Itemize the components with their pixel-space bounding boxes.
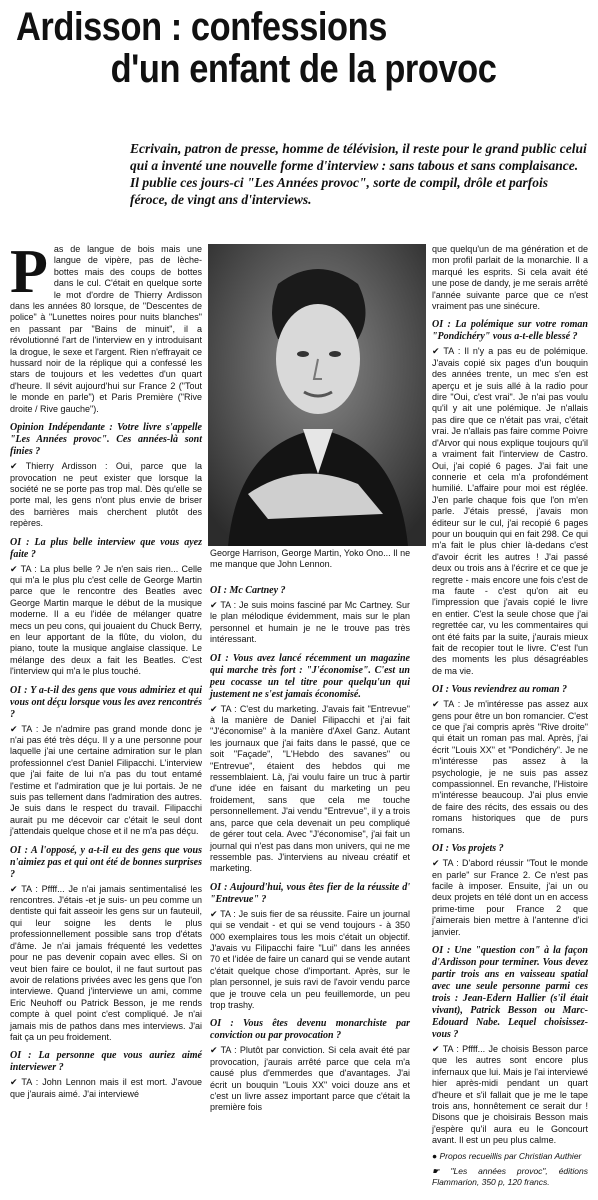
intro-text: as de langue de bois mais une langue de vipère, pas de lèche-bottes mais des coups de bottes dans le cul. C'était en quelque sorte le mot d'ordre de Thierry Ardisson dans les années 80 lorsque, de "Descentes de police" à "Lunettes noires pour nuits blanches" en passant par "Bains de minuit", il a révolutionné l'art de l'interview en y introduisant la drogue, le sexe et l'argent. Rien n'effrayait ce hussard noir de la réplique qui a confessé les stars de toujours et les vedettes d'un quart d'heure. Il sévit aujourd'hui sur France 2 ("Tout le monde en parle") et Paris Première ("Rive droite / Rive gauche"). bbox=[10, 244, 202, 414]
intro-paragraph bbox=[10, 238, 202, 415]
photo-caption: George Harrison, George Martin, Yoko Ono... Il ne me manque que John Lennon. bbox=[210, 548, 411, 569]
answer: ✔ TA : Je n'admire pas grand monde donc je n'ai pas été très déçu. Il y a une personne pour laquelle j'ai une certaine admiration sur le plan professionnel c'est Daniel Filipacchi. L'interview que j'ai faite de lui n'a pas du tout entamé l'estime et l'admiration que je lui portais. Je ne suis pas tellement dans l'admiration des autres. Je suis dans le respect du travail. Filipacchi aurait pu me décevoir car c'était le seul dont j'attendais quelque chose et il ne m'a pas déçu. bbox=[10, 723, 202, 837]
column-3 bbox=[432, 244, 588, 1193]
answer: ✔ TA : Je suis moins fasciné par Mc Cartney. Sur le plan mélodique évidemment, mais sur le plan personnel et humain je ne le trouve pas très intéressant. bbox=[210, 600, 410, 645]
question: OI : Aujourd'hui, vous êtes fier de la réussite d' "Entrevue" ? bbox=[210, 881, 410, 905]
question: OI : La plus belle interview que vous ayez faite ? bbox=[10, 536, 202, 560]
question: OI : La polémique sur votre roman "Pondichéry" vous a-t-elle blessé ? bbox=[432, 319, 588, 343]
question: OI : Vous avez lancé récemment un magazine qui marche très fort : "J'économise". C'est un peu cocasse un tel titre pour quelqu'un qui justement ne s'est jamais économisé. bbox=[210, 652, 410, 700]
answer: ✔ TA : Pffff... Je n'ai jamais sentimentalisé les rencontres. J'étais -et je suis- un peu comme un dentiste qui fait asseoir les gens sur un fauteuil, qui leur soigne les dents le plus professionnellement possible sans trop d'états d'âme. Je n'ai jamais fréquenté les vedettes pour ne pas devenir copain avec elles. Si on veut bien faire ce boulot, il ne faut surtout pas avoir de relations privées avec les gens que l'on interviewe. Quand j'interviewe un ami, comme Eric Neuhoff ou Patrick Besson, je me rends compte à quel point c'est compliqué. Je n'ai jamais mis de pathos dans mes interviews. J'ai fait ça un peu froidement. bbox=[10, 883, 202, 1042]
answer: ✔ TA : Je suis fier de sa réussite. Faire un journal qui se vendait - et qui se vend toujours - à 350 000 exemplaires tous les mois c'était un objectif. J'avais vu Filipacchi faire "Lui" dans les années 70 et l'idée de faire un canard qui se vende autant c'était quelque chose d'important. Après, sur le plan personnel, je suis ravi de l'avoir vendu parce que je trouve cela un peu feuillemorde, un peu trop trashy. bbox=[210, 908, 410, 1010]
question: Opinion Indépendante : Votre livre s'appelle "Les Années provoc". Ces années-là sont finies ? bbox=[10, 422, 202, 458]
question: OI : Vos projets ? bbox=[432, 843, 504, 855]
dropcap: P bbox=[10, 238, 48, 306]
answer: ✔ TA : C'est du marketing. J'avais fait "Entrevue" à la manière de Daniel Filipacchi et j'ai fait "J'économise" à la manière d'Axel Ganz. Autant les journaux que j'ai faits dans le passé, que ce soit "Façade", "L'Hebdo des savanes" ou "Entrevue", étaient des hebdos qui me ressemblaient. Là, j'ai voulu faire un truc à partir d'une idée en faisant du marketing un peu froidement, sans que cela me touche personnellement. J'ai vendu "Entrevue", il y a trois ans, parce que cela devenait un peu compliqué de gérer tout cela. Avec "J'économise", j'ai fait un journal qui n'est pas dans mon univers, qui ne me ressemble pas. J'interviens au niveau créatif et marketing. bbox=[210, 703, 410, 874]
question: OI : Vous reviendrez au roman ? bbox=[432, 684, 568, 696]
answer: ✔ TA : Plutôt par conviction. Si cela avait été par provocation, j'aurais arrêté parce que cela m'a causé plus d'emmerdes que d'avantages. J'ai écrit un bouquin "Louis XX" voici douze ans et c'est un livre assez important parce que c'était la première fois bbox=[210, 1045, 410, 1113]
question: OI : Vous êtes devenu monarchiste par conviction ou par provocation ? bbox=[210, 1018, 410, 1042]
answer: ✔ Thierry Ardisson : Oui, parce que la provocation ne peut exister que lorsque la société ne se porte pas trop mal. Dès qu'elle se porte mal, les gens n'ont plus envie de briser des barrières mais cherchent plutôt des repères. bbox=[10, 461, 202, 529]
portrait-photo bbox=[208, 244, 426, 546]
column-1 bbox=[10, 238, 202, 1104]
portrait-image bbox=[208, 244, 426, 546]
question: OI : Mc Cartney ? bbox=[210, 585, 286, 596]
article-headline bbox=[16, 6, 506, 90]
answer: ✔ TA : Je m'intéresse pas assez aux gens pour être un bon romancier. C'est ce que j'ai compris après "Rive droite" qui était un roman pas mal. Après, j'ai écrit "Louis XX" et "Pondichéry". Je ne m'intéresse pas assez à la psychologie, je ne suis pas assez compassionnel. En revanche, l'Histoire m'intéresse beaucoup. J'ai plus envie de faire des récits, des essais ou des romans historiques que de purs romans. bbox=[432, 699, 588, 835]
answer: ✔ TA : D'abord réussir "Tout le monde en parle" sur France 2. Ce n'est pas facile à imposer. Ensuite, j'ai un ou deux projets en télé dont un en access prime-time pour France 2 que j'aimerais bien mettre à l'antenne d'ici janvier. bbox=[432, 858, 588, 937]
question: OI : Y a-t-il des gens que vous admiriez et qui vous ont déçu lorsque vous les avez rencontrés ? bbox=[10, 684, 202, 720]
answer: ✔ TA : Pffff... Je choisis Besson parce que les autres sont encore plus infernaux que lui. Mais je l'ai interviewé hier après-midi pendant un quart d'heure et s'il fallait que je me le tape trois ans, honnêtement ce serait dur ! Disons que je choisirais Besson mais j'espère qu'il aura eu le Goncourt avant. Il est un peu plus calme. bbox=[432, 1043, 588, 1146]
answer: ✔ TA : John Lennon mais il est mort. J'avoue que j'aurais aimé. J'ai interviewé bbox=[10, 1077, 202, 1099]
answer: ✔ TA : La plus belle ? Je n'en sais rien... Celle qui m'a le plus plu c'est celle de George Martin parce que le rencontre des Beatles avec George Martin marque le début de la musique moderne. Il a eu l'idée de mélanger quatre mecs un peu cons, qui jouaient du Chuck Berry, en leur apportant de la flûte, du violon, du piano, toute la musique anglaise classique. Le mélange des deux a fait les Beatles. C'est l'interview qui m'a le plus touché. bbox=[10, 563, 202, 677]
column-2 bbox=[210, 578, 410, 1118]
answer: que quelqu'un de ma génération et de mon profil parlait de la monarchie. Il a marqué les esprits. Si cela avait été une pose de dandy, je me serais arrêté l'année suivante parce que ce n'est vraiment pas une sinécure. bbox=[432, 244, 588, 312]
headline-line-1: Ardisson : confessions bbox=[16, 5, 387, 49]
headline-line-2: d'un enfant de la provoc bbox=[110, 47, 497, 91]
article-lead: Ecrivain, patron de presse, homme de télévision, il reste pour le grand public celui qui a inventé une nouvelle forme d'interview : sans tabous et sans complaisance. Il publie ces jours-ci "Les Années provoc", sorte de compil, drôle et parfois féroce, de vingt ans d'interviews. bbox=[130, 141, 587, 207]
question: OI : Une "question con" à la façon d'Ardisson pour terminer. Vous devez partir trois ans en vaisseau spatial avec une seule personne parmi ces trois : Jean-Edern Hallier (s'il était vivant), Patrick Besson ou Marc-Edouard Nabe. Lequel choisissez-vous ? bbox=[432, 944, 588, 1040]
question: OI : La personne que vous auriez aimé interviewer ? bbox=[10, 1050, 202, 1074]
book-reference: ☛ "Les années provoc", éditions Flammarion, 350 p, 120 francs. bbox=[432, 1166, 588, 1188]
interview-credit: ● Propos recueillis par Christian Authier bbox=[432, 1150, 582, 1161]
answer: ✔ TA : Il n'y a pas eu de polémique. J'avais copié six pages d'un bouquin des années trente, un mec s'en est aperçu et je suis allé à la radio pour dire "Oui, c'est vrai". Je n'ai pas voulu qu'il y ait une polémique. Je n'allais pas dire que ce n'était pas vrai, c'était vrai. Je n'allais pas faire comme Poivre d'Arvor qui nous explique toujours qu'il a vraiment fait l'interview de Castro. Oui, j'ai copié 6 pages. J'ai fait une connerie et cela m'a profondément humilié. L'affaire pour moi est réglée. J'en parle chaque fois que l'on m'en parle. J'étais pressé, j'avais mon éditeur sur le cul, j'ai recopié 6 pages pour un bouquin qui en fait 298. Ce qui m'a fait le plus chier là-dedans c'est d'avoir écrit les autres ! J'ai passé deux ou trois ans à l'écrire et ce que je regrette - mais encore une fois c'est de ma faute - c'est qu'on ait eu l'impression que j'avais copié le livre en entier. C'est la seule chose que j'ai regrettée car, vu les commentaires qui ont été faits par la suite, j'aurais mieux fait de recopier tout le livre. C'est l'un des moments les plus désagréables de ma vie. bbox=[432, 346, 588, 676]
question: OI : A l'opposé, y a-t-il eu des gens que vous n'aimiez pas et qui ont été de bonnes surprises ? bbox=[10, 844, 202, 880]
